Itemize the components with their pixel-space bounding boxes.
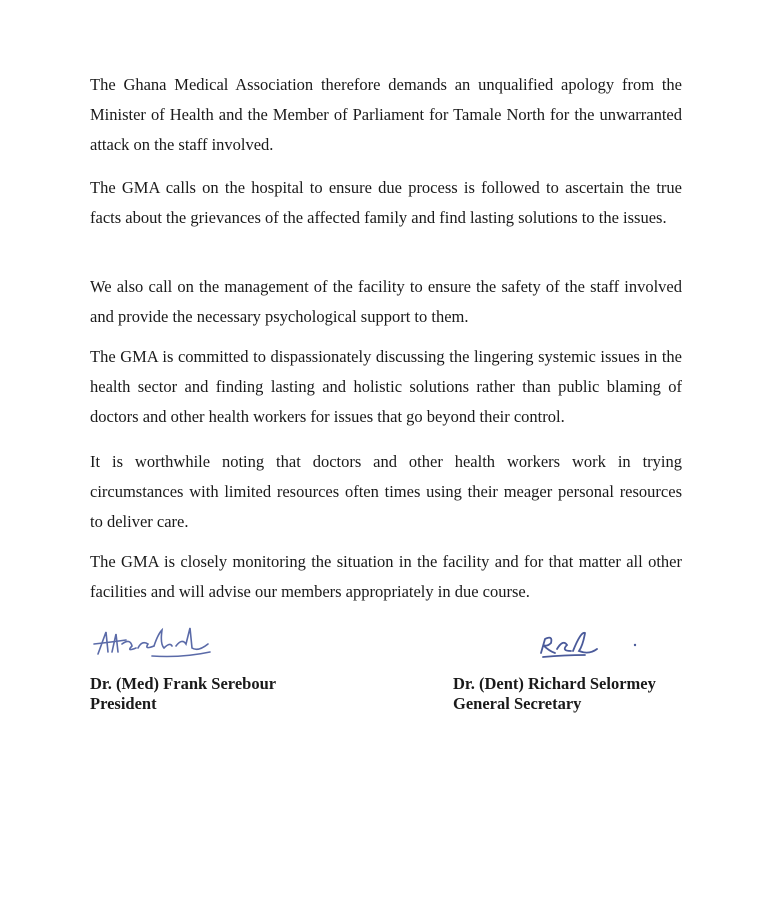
paragraph-monitoring: The GMA is closely monitoring the situation in the facility and for that matter all other facilities and will advise our members appropriately in due course. — [90, 552, 682, 601]
paragraph-systemic-issues: The GMA is committed to dispassionately discussing the lingering systemic issues in the health sector and finding lasting and holistic solutions rather than public blaming of doctors and other health workers for issues that go beyond their control. — [90, 347, 682, 426]
paragraph-staff-safety: We also call on the management of the facility to ensure the safety of the staff involved and provide the necessary psychological support to them. — [90, 277, 682, 326]
paragraph-apology-demand: The Ghana Medical Association therefore demands an unqualified apology from the Minister of Health and the Member of Parliament for Tamale North for the unwarranted attack on the staff involved. — [90, 75, 682, 154]
president-name: Dr. (Med) Frank Serebour — [90, 674, 277, 693]
president-signature-icon — [92, 622, 222, 664]
secretary-title: General Secretary — [453, 694, 582, 713]
secretary-signature-icon — [535, 625, 645, 663]
paragraph-due-process: The GMA calls on the hospital to ensure due process is followed to ascertain the true facts about the grievances of the affected family and find lasting solutions to the issues. — [90, 178, 682, 227]
president-title: President — [90, 694, 157, 713]
secretary-name: Dr. (Dent) Richard Selormey — [453, 674, 656, 693]
paragraph-trying-circumstances: It is worthwhile noting that doctors and other health workers work in trying circumstances with limited resources often times using their meager personal resources to deliver care. — [90, 452, 682, 531]
